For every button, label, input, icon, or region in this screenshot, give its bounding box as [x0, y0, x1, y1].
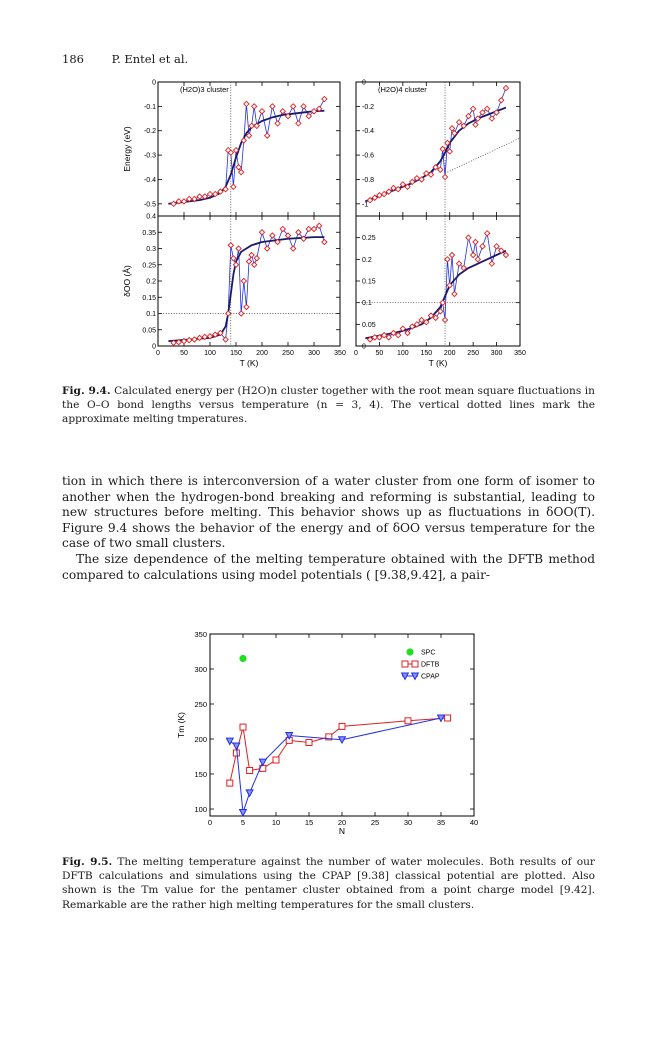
figure-9-4-caption-label: Fig. 9.4.	[62, 385, 111, 397]
data-point	[239, 170, 244, 175]
data-connect-line	[174, 99, 325, 204]
x-tick-label: 100	[397, 350, 409, 357]
data-point	[246, 259, 251, 264]
data-point	[239, 311, 244, 316]
fit-curve	[365, 251, 506, 339]
data-point	[226, 738, 233, 744]
data-point	[440, 146, 445, 151]
x-axis-label: T (K)	[428, 358, 448, 368]
data-point	[259, 109, 264, 114]
figure-9-5-caption	[62, 855, 595, 912]
data-point	[485, 231, 490, 236]
data-point	[249, 123, 254, 128]
panel-frame	[356, 216, 520, 346]
data-point	[244, 101, 249, 106]
data-point	[471, 106, 476, 111]
data-point	[181, 199, 186, 204]
x-tick-label: 200	[443, 350, 456, 357]
figure-9-5-chart	[160, 618, 500, 850]
running-authors: P. Entel et al.	[111, 52, 189, 66]
data-point	[480, 244, 485, 249]
data-point	[322, 96, 327, 101]
x-tick-label: 10	[271, 818, 281, 827]
data-point	[259, 230, 264, 235]
data-point	[233, 743, 240, 749]
y-tick-label: 250	[194, 699, 207, 709]
x-tick-label: 250	[282, 350, 294, 357]
panel-doo-n3	[122, 214, 346, 358]
data-point	[246, 133, 251, 138]
data-point	[254, 123, 259, 128]
data-point	[311, 226, 316, 231]
y-tick-label: 0.05	[142, 327, 156, 335]
data-connect-line	[370, 233, 506, 339]
data-point	[241, 278, 246, 283]
data-point	[231, 256, 236, 261]
fit-curve	[168, 111, 324, 204]
data-point	[265, 246, 270, 251]
data-point	[270, 104, 275, 109]
data-point	[239, 655, 246, 662]
x-tick-label: 350	[514, 350, 526, 357]
panel-energy-n3	[122, 80, 340, 217]
y-tick-label: 100	[194, 804, 207, 814]
y-tick-label: 0.05	[362, 321, 376, 329]
y-tick-label: 0	[152, 79, 156, 87]
figure-9-4-caption-text: Calculated energy per (H2O)n cluster together with the root mean square fluctuations in the O–O bond lengths versus temperature (n = 3, 4). The vertical dotted lines mark the approximate melting tmperatures.	[62, 385, 595, 426]
x-tick-label: 200	[256, 350, 268, 357]
data-point	[187, 338, 192, 343]
x-tick-label: 15	[304, 818, 314, 827]
panel-energy-n4	[356, 80, 520, 217]
data-point	[372, 195, 377, 200]
y-tick-label: 0.1	[146, 311, 156, 318]
data-point	[499, 98, 504, 103]
figure-9-5-caption-text: The melting temperature against the number of water molecules. Both results of our DFTB calculations and simulations using the CPAP [9.38] classical potential are plotted. Also shown is the Tm value for the pentamer cluster obtained from a point charge model [9.42]. Remarkable are the rather high melting temperatures for the small clusters.	[62, 856, 595, 911]
data-point	[252, 262, 257, 267]
figure-9-5-caption-label: Fig. 9.5.	[62, 856, 113, 868]
data-point	[503, 85, 508, 90]
x-tick-label: 25	[370, 818, 380, 827]
series-spc	[239, 648, 435, 662]
data-point	[442, 174, 447, 179]
y-tick-label: -0.2	[362, 103, 375, 111]
data-point	[273, 757, 279, 763]
y-tick-label: 150	[194, 769, 207, 779]
data-point	[322, 239, 327, 244]
fit-curve	[365, 108, 506, 202]
x-tick-label: 150	[420, 350, 433, 357]
y-tick-label: -0.4	[143, 176, 156, 184]
x-tick-label: 300	[308, 350, 320, 357]
data-point	[475, 257, 480, 262]
data-point	[231, 184, 236, 189]
data-point	[275, 121, 280, 126]
y-tick-label: 0.4	[146, 213, 156, 221]
y-tick-label: -0.4	[362, 128, 375, 136]
y-axis-label: Tm (K)	[176, 712, 186, 738]
y-tick-label: 0	[362, 79, 366, 87]
page-number: 186	[62, 52, 84, 66]
x-tick-label: 50	[375, 350, 384, 357]
data-point	[246, 790, 253, 796]
data-point	[236, 246, 241, 251]
data-point	[244, 304, 249, 309]
data-point	[296, 121, 301, 126]
data-point	[254, 256, 259, 261]
data-point	[405, 718, 411, 724]
data-point	[438, 167, 443, 172]
y-tick-label: 0.25	[362, 235, 376, 243]
y-tick-label: 0	[362, 343, 366, 351]
y-axis-label: Energy (eV)	[122, 126, 132, 172]
data-point	[291, 246, 296, 251]
data-point	[489, 261, 494, 266]
x-tick-label: 250	[467, 350, 479, 357]
legend-marker	[402, 661, 408, 667]
x-tick-label: 20	[337, 818, 347, 827]
data-point	[445, 257, 450, 262]
y-axis-label: δOO (Å)	[122, 265, 132, 297]
x-tick-label: 350	[334, 350, 346, 357]
data-point	[171, 201, 176, 206]
x-tick-label: 0	[354, 350, 358, 357]
data-point	[197, 194, 202, 199]
x-tick-label: 0	[207, 818, 213, 827]
panel-label: (H2O)4 cluster	[378, 85, 427, 94]
legend-marker	[406, 648, 413, 655]
data-point	[291, 104, 296, 109]
y-tick-label: -0.2	[143, 128, 156, 136]
x-axis-label: T (K)	[239, 358, 259, 368]
data-point	[452, 291, 457, 296]
body-paragraph-2: The size dependence of the melting temperature obtained with the DFTB method compared to calculations using model potentials ( [9.38,9.42], a pair-	[62, 551, 595, 582]
panel-label: (H2O)3 cluster	[180, 85, 229, 94]
page-header	[62, 52, 188, 66]
legend-label: SPC	[421, 649, 436, 657]
panel-frame	[158, 216, 340, 346]
data-point	[449, 126, 454, 131]
data-point	[466, 114, 471, 119]
data-point	[226, 311, 231, 316]
data-point	[236, 165, 241, 170]
data-point	[442, 317, 447, 322]
series-cpap	[226, 673, 444, 816]
data-point	[449, 252, 454, 257]
body-text	[62, 474, 595, 583]
fit-curve	[168, 237, 324, 341]
data-point	[259, 759, 266, 765]
x-tick-label: 30	[403, 818, 413, 827]
data-point	[265, 133, 270, 138]
data-point	[227, 780, 233, 786]
y-tick-label: 0.15	[142, 294, 156, 302]
data-point	[228, 243, 233, 248]
y-tick-label: -0.6	[362, 152, 375, 160]
y-tick-label: 0.1	[362, 300, 372, 308]
figure-9-4	[110, 74, 550, 374]
x-tick-label: 100	[204, 350, 216, 357]
y-tick-label: 0.25	[142, 262, 156, 270]
data-point	[240, 724, 246, 730]
reference-line	[445, 138, 520, 173]
y-tick-label: -1	[362, 201, 369, 209]
data-connect-line	[174, 226, 325, 343]
data-point	[192, 337, 197, 342]
data-point	[306, 226, 311, 231]
x-tick-label: 0	[156, 350, 160, 357]
y-tick-label: 300	[194, 664, 207, 674]
data-point	[247, 768, 253, 774]
data-point	[249, 252, 254, 257]
y-tick-label: 0.3	[146, 246, 156, 253]
data-point	[445, 715, 451, 721]
y-tick-label: -0.1	[143, 103, 156, 111]
data-point	[473, 239, 478, 244]
x-tick-label: 300	[490, 350, 503, 357]
panel-doo-n4	[354, 216, 526, 357]
data-point	[339, 723, 345, 729]
legend-label: DFTB	[421, 661, 440, 669]
y-tick-label: 350	[194, 629, 207, 639]
data-point	[252, 104, 257, 109]
data-point	[382, 191, 387, 196]
data-point	[471, 252, 476, 257]
x-tick-label: 5	[240, 818, 246, 827]
data-connect-line	[370, 88, 506, 200]
x-tick-label: 150	[230, 350, 242, 357]
y-tick-label: -0.8	[362, 176, 375, 184]
data-point	[240, 810, 247, 816]
data-point	[223, 187, 228, 192]
figure-9-4-caption	[62, 384, 595, 427]
data-point	[301, 104, 306, 109]
x-tick-label: 35	[436, 818, 446, 827]
data-point	[317, 223, 322, 228]
panel-frame	[158, 82, 340, 216]
y-tick-label: 200	[194, 734, 207, 744]
x-tick-label: 40	[469, 818, 479, 827]
x-tick-label: 50	[180, 350, 188, 357]
y-tick-label: 0.2	[146, 278, 156, 286]
data-point	[466, 235, 471, 240]
y-tick-label: -0.3	[143, 152, 156, 160]
data-point	[473, 122, 478, 127]
data-point	[447, 149, 452, 154]
y-tick-label: 0.15	[362, 278, 376, 286]
data-point	[306, 740, 312, 746]
body-paragraph-1: tion in which there is interconversion of a water cluster from one form of isomer to another when the hydrogen-bond breaking and reforming is substantial, leading to new structures before melting. This behavior shows up as fluctuations in δOO(T). Figure 9.4 shows the behavior of the energy and of δOO versus temperature for the case of two small clusters.	[62, 474, 595, 551]
legend-marker	[412, 661, 418, 667]
x-axis-label: N	[338, 826, 346, 836]
y-tick-label: 0.2	[362, 256, 372, 264]
legend-label: CPAP	[421, 673, 440, 681]
y-tick-label: 0.35	[142, 229, 156, 237]
y-tick-label: 0	[152, 343, 156, 351]
y-tick-label: -0.5	[143, 201, 156, 209]
